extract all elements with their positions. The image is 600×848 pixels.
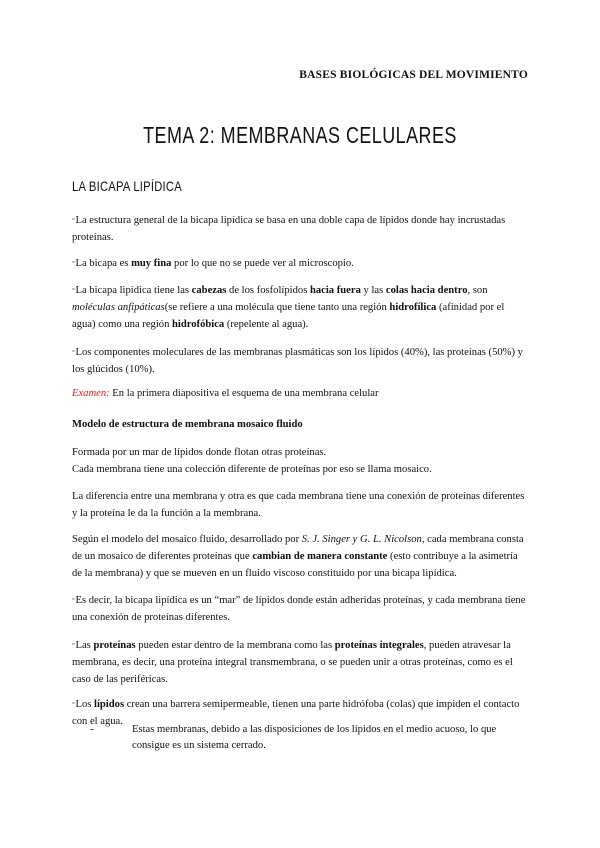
paragraph-difference: La diferencia entre una membrana y otra es que cada membrana tiene una conexión de proteínas diferentes y la proteína le da la función a la membrana. (72, 491, 525, 519)
paragraph-proteins: ▫Las proteínas pueden estar dentro de la membrana como las proteínas integrales, pueden atravesar la membrana, es decir, una proteína integral transmembrana, o se pueden unir a otras proteínas, como es el caso de las periféricas. (72, 640, 513, 685)
paragraph-heads-tails: ▫La bicapa lipídica tiene las cabezas de los fosfolípidos hacia fuera y las colas hacia dentro, son moléculas anfipáticas(se refiere a una molécula que tiene tanto una región hidrofílica (afinidad por el agua) como una región hidrofóbica (repelente al agua). (72, 285, 505, 330)
paragraph-thin: ▫La bicapa es muy fina por lo que no se puede ver al microscopio. (72, 258, 354, 269)
paragraph-lipids: ▫Los lípidos crean una barrera semipermeable, tienen una parte hidrófoba (colas) que impiden el contacto con el agua. (72, 699, 520, 727)
bullet-icon: ▫ (72, 258, 75, 266)
paragraph-exam-note: Examen: En la primera diapositiva el esquema de una membrana celular (72, 388, 379, 399)
list-dash: - (90, 724, 94, 735)
bullet-icon: ▫ (72, 595, 75, 603)
subheading-mosaic-model: Modelo de estructura de membrana mosaico fluido (72, 419, 303, 430)
paragraph-formed-by: Formada por un mar de lípidos donde flotan otras proteínas. Cada membrana tiene una colección diferente de proteínas por eso se llama mosaico. (72, 447, 432, 475)
paragraph-lipid-sea: ▫Es decir, la bicapa lipídica es un “mar” de lípidos donde están adheridas proteínas, y cada membrana tiene una conexión de proteínas diferentes. (72, 595, 526, 623)
bullet-icon: ▫ (72, 699, 75, 707)
section-heading: LA BICAPA LIPÍDICA (72, 178, 182, 194)
exam-label: Examen: (72, 388, 110, 399)
bullet-icon: ▫ (72, 215, 75, 223)
bullet-icon: ▫ (72, 285, 75, 293)
bullet-icon: ▫ (72, 347, 75, 355)
paragraph-singer-nicolson: Según el modelo del mosaico fluido, desarrollado por S. J. Singer y G. L. Nicolson, cada membrana consta de un mosaico de diferentes proteínas que cambian de manera constante (esto contribuye a la asimetría de la membrana) y que se mueven en un fluido viscoso constituido por una bicapa lipídica. (72, 534, 524, 579)
bullet-icon: ▫ (72, 640, 75, 648)
list-item: Estas membranas, debido a las disposiciones de los lípidos en el medio acuoso, lo que consigue es un sistema cerrado. (132, 724, 497, 751)
dash-list (90, 722, 530, 754)
paragraph-components: ▫Los componentes moleculares de las membranas plasmáticas son los lípidos (40%), las proteínas (50%) y los glúcidos (10%). (72, 347, 523, 375)
course-header: BASES BIOLÓGICAS DEL MOVIMIENTO (299, 69, 528, 81)
page-title: TEMA 2: MEMBRANAS CELULARES (143, 122, 457, 148)
paragraph-structure: ▫La estructura general de la bicapa lipídica se basa en una doble capa de lípidos donde hay incrustadas proteínas. (72, 215, 506, 243)
